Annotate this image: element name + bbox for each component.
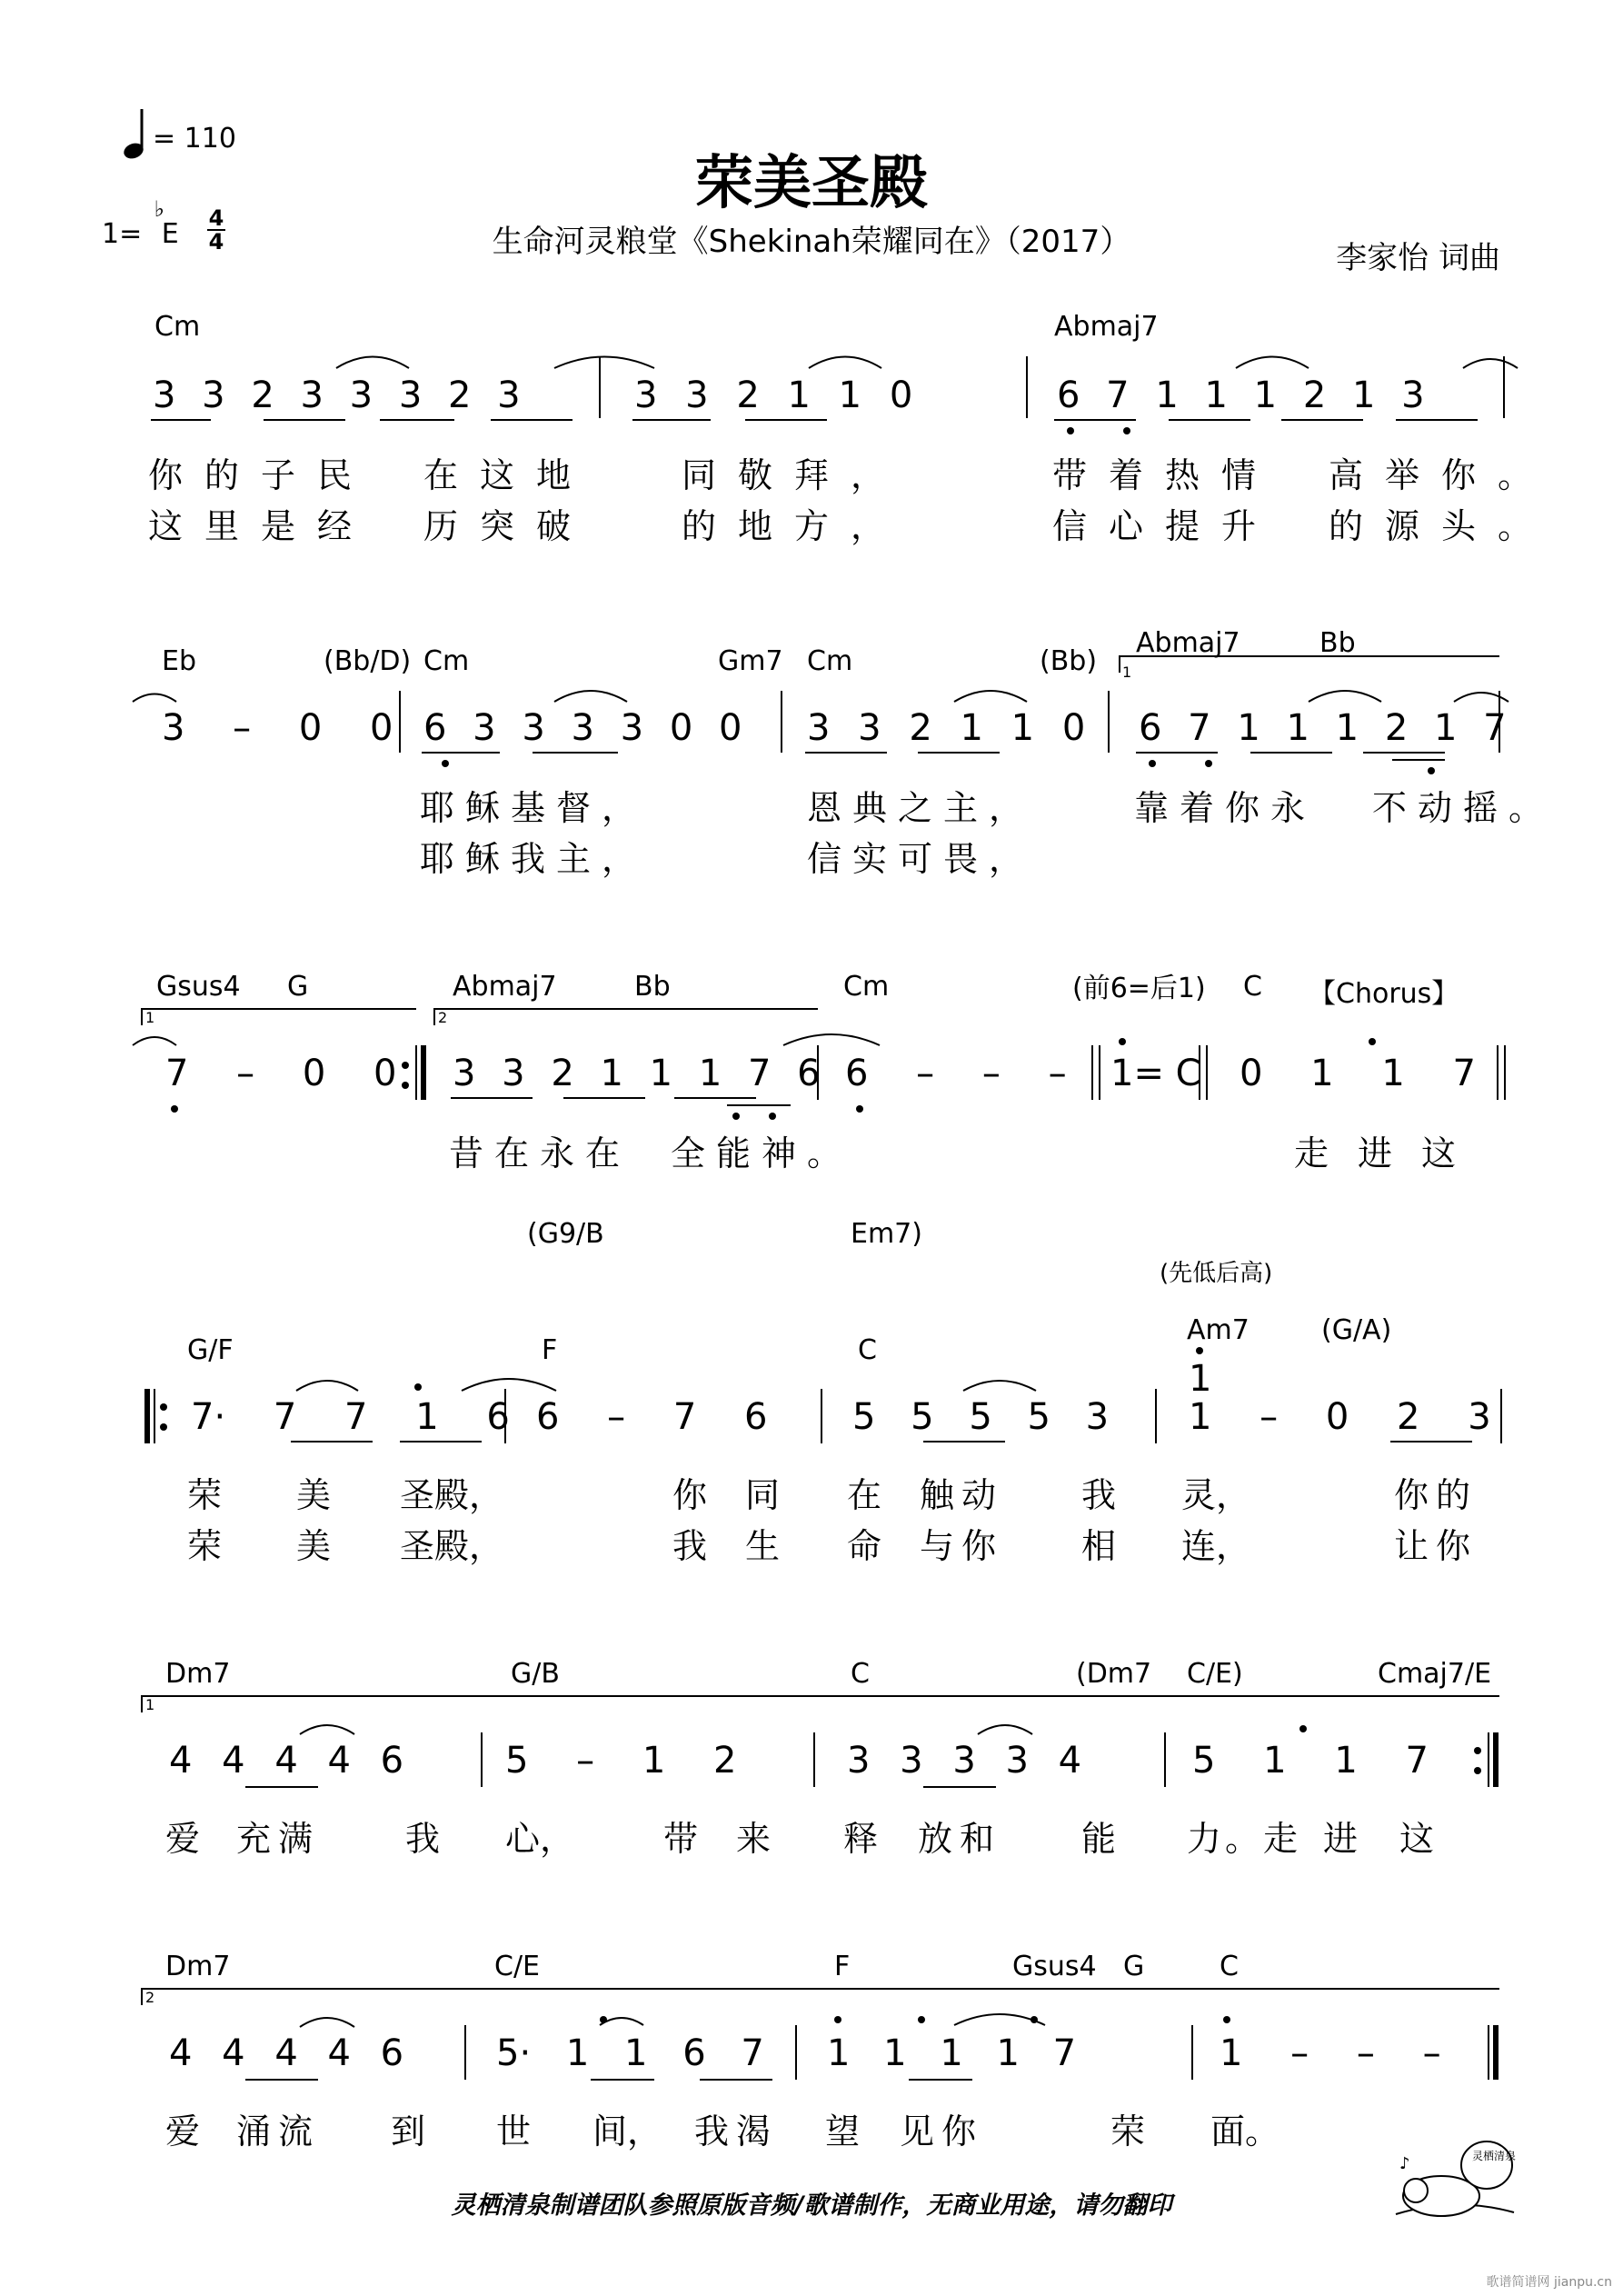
lyric: 见你 bbox=[900, 2111, 984, 2151]
lyric: 荣 bbox=[187, 1526, 223, 1566]
lyric: 信实可畏， bbox=[807, 839, 1035, 879]
time-bottom: 4 bbox=[208, 229, 224, 255]
lyric: 同 bbox=[745, 1475, 781, 1515]
lyric: 让你 bbox=[1394, 1526, 1479, 1566]
lyric: 恩典之主， bbox=[807, 788, 1035, 828]
measure-notes: 0 1 1 7 bbox=[1240, 1053, 1476, 1094]
lyric: 触动 bbox=[920, 1475, 1004, 1515]
chord: Gm7 bbox=[718, 645, 783, 677]
lyric: 我 bbox=[405, 1819, 441, 1859]
chord: Bb bbox=[634, 971, 671, 1003]
lyric: 带 bbox=[663, 1819, 699, 1859]
lyric: 这里是经 bbox=[148, 506, 374, 546]
lyric: 生 bbox=[745, 1526, 781, 1566]
svg-text:♪: ♪ bbox=[1399, 2154, 1410, 2173]
logo-text: 灵栖清泉 bbox=[1472, 2150, 1517, 2162]
lyric: 昔在永在 bbox=[449, 1133, 632, 1173]
lyric: 涌流 bbox=[236, 2111, 321, 2151]
measure-notes: 6 7 1 1 1 2 1 3 bbox=[1057, 374, 1425, 416]
lyric: 圣殿， bbox=[400, 1526, 504, 1566]
lyric: 高举你。 bbox=[1329, 455, 1555, 495]
measure-notes: 1 – 0 2 3 bbox=[1189, 1396, 1491, 1438]
measure-notes: 3 3 2 3 3 3 2 3 bbox=[153, 374, 521, 416]
measure-notes: 1 – – – bbox=[1220, 2032, 1441, 2074]
lyric: 望 bbox=[825, 2111, 861, 2151]
flat-sign: ♭ bbox=[154, 196, 165, 222]
volta-number: 1 bbox=[145, 1696, 155, 1713]
chord: Cm bbox=[423, 645, 470, 677]
lyric: 面。 bbox=[1210, 2111, 1280, 2151]
lyric: 世 bbox=[496, 2111, 532, 2151]
lyric: 放和 bbox=[918, 1819, 1002, 1859]
chord: F bbox=[542, 1334, 558, 1366]
song-source: 生命河灵粮堂《Shekinah荣耀同在》（2017） bbox=[492, 224, 1131, 260]
chord: Bb bbox=[1319, 627, 1356, 659]
lyric: 靠着你永 bbox=[1134, 788, 1317, 828]
measure-notes: 7 – 0 0 bbox=[165, 1053, 397, 1094]
chord: Eb bbox=[162, 645, 196, 677]
lyric: 连， bbox=[1181, 1526, 1251, 1566]
measure-notes: 6 – 7 6 bbox=[536, 1396, 768, 1438]
chord: G/B bbox=[511, 1658, 560, 1690]
lyric: 来 bbox=[736, 1819, 772, 1859]
lyric: 心， bbox=[505, 1819, 575, 1859]
lyric: 到 bbox=[391, 2111, 426, 2151]
chord: Abmaj7 bbox=[1054, 311, 1159, 343]
lyric: 释 bbox=[843, 1819, 879, 1859]
measure-notes: 3 3 3 3 4 bbox=[847, 1740, 1082, 1782]
lyric: 灵， bbox=[1181, 1475, 1251, 1515]
key-change: 1= C bbox=[1110, 1053, 1201, 1094]
lyric: 耶稣我主， bbox=[420, 839, 648, 879]
time-top: 4 bbox=[208, 205, 224, 231]
lyric: 历突破 bbox=[423, 506, 593, 546]
chord: Cm bbox=[807, 645, 853, 677]
lyric: 我 bbox=[672, 1526, 708, 1566]
chord: (Bb/D) bbox=[324, 645, 412, 677]
site-watermark: 歌谱简谱网 jianpu.cn bbox=[1486, 2275, 1612, 2290]
lyric: 我 bbox=[1081, 1475, 1117, 1515]
chord: Abmaj7 bbox=[453, 971, 557, 1003]
chord: Cm bbox=[154, 311, 201, 343]
measure-notes: 3 3 2 1 1 1 7 6 bbox=[453, 1053, 821, 1094]
lyric: 同敬拜， bbox=[682, 455, 908, 495]
chord: G/F bbox=[187, 1334, 234, 1366]
volta-number: 2 bbox=[145, 1989, 155, 2006]
measure-notes: 7· 7 7 1 6 bbox=[191, 1396, 510, 1438]
chord: G bbox=[287, 971, 309, 1003]
chord: Am7 bbox=[1187, 1314, 1250, 1346]
lyric: 进 bbox=[1323, 1819, 1359, 1859]
modulation-note: (前6=后1) bbox=[1072, 973, 1206, 1004]
lyric: 在 bbox=[847, 1475, 882, 1515]
chord: (G/A) bbox=[1321, 1314, 1392, 1346]
lyric: 我渴 bbox=[694, 2111, 779, 2151]
chord: C bbox=[1220, 1951, 1239, 1982]
stacked-note: 1 bbox=[1189, 1358, 1212, 1400]
lyric: 相 bbox=[1081, 1526, 1117, 1566]
lyric: 能 bbox=[1081, 1819, 1117, 1859]
lyric: 命 bbox=[847, 1526, 882, 1566]
sheep-logo-icon bbox=[1387, 2132, 1523, 2236]
chord: C bbox=[851, 1658, 870, 1690]
chord: G bbox=[1123, 1951, 1145, 1982]
chord: (Dm7 bbox=[1076, 1658, 1152, 1690]
chord: Em7) bbox=[851, 1218, 922, 1250]
measure-notes: 3 3 2 1 1 0 bbox=[634, 374, 913, 416]
key-letter: E bbox=[161, 218, 179, 250]
measure-notes: 5 – 1 2 bbox=[505, 1740, 737, 1782]
measure-notes: 6 7 1 1 1 2 1 7 bbox=[1139, 707, 1507, 749]
chord: C bbox=[1243, 971, 1262, 1003]
chord: C/E) bbox=[1187, 1658, 1243, 1690]
composer-credit: 李家怡 词曲 bbox=[1336, 240, 1500, 276]
measure-notes: 4 4 4 4 6 bbox=[169, 2032, 404, 2074]
lyric: 你 bbox=[672, 1475, 708, 1515]
lyric: 与你 bbox=[920, 1526, 1004, 1566]
measure-notes: 5 5 5 5 3 bbox=[852, 1396, 1110, 1438]
lyric: 信心提升 bbox=[1052, 506, 1279, 546]
lyric: 荣 bbox=[1110, 2111, 1146, 2151]
lyric: 的地方， bbox=[682, 506, 908, 546]
measure-notes: 5· 1 1 6 7 bbox=[496, 2032, 764, 2074]
volta-number: 1 bbox=[145, 1009, 155, 1026]
lyric: 你的子民 bbox=[148, 455, 374, 495]
measure-notes: 3 3 2 1 1 0 bbox=[807, 707, 1086, 749]
chord: C/E bbox=[494, 1951, 541, 1982]
copyright-footer: 灵栖清泉制谱团队参照原版音频/歌谱制作，无商业用途，请勿翻印 bbox=[451, 2191, 1172, 2220]
lyric: 带着热情 bbox=[1052, 455, 1279, 495]
lyric: 充满 bbox=[236, 1819, 321, 1859]
lyric: 美 bbox=[296, 1526, 332, 1566]
chord: Gsus4 bbox=[156, 971, 241, 1003]
chord: (Bb) bbox=[1040, 645, 1098, 677]
lyric: 这 bbox=[1399, 1819, 1435, 1859]
volta-number: 1 bbox=[1122, 664, 1132, 681]
lyric: 走进这 bbox=[1294, 1133, 1486, 1173]
lyric: 的源头。 bbox=[1329, 506, 1555, 546]
chord: Cm bbox=[843, 971, 890, 1003]
lyric: 圣殿， bbox=[400, 1475, 504, 1515]
chord: C bbox=[858, 1334, 877, 1366]
lyric: 不动摇。 bbox=[1372, 788, 1555, 828]
chord: Cmaj7/E bbox=[1378, 1658, 1492, 1690]
lyric: 你的 bbox=[1394, 1475, 1479, 1515]
chord: Abmaj7 bbox=[1136, 627, 1240, 659]
measure-notes: 6 – – – bbox=[845, 1053, 1067, 1094]
tempo-marking: = 110 bbox=[153, 123, 236, 155]
section-marker: 【Chorus】 bbox=[1309, 978, 1459, 1010]
lyric: 爱 bbox=[165, 1819, 201, 1859]
volta-number: 2 bbox=[438, 1009, 448, 1026]
lyric: 全能神。 bbox=[671, 1133, 853, 1173]
chord: Dm7 bbox=[165, 1658, 231, 1690]
lyric: 爱 bbox=[165, 2111, 201, 2151]
lyric: 耶稣基督， bbox=[420, 788, 648, 828]
chord: Gsus4 bbox=[1012, 1951, 1097, 1982]
performance-note: (先低后高) bbox=[1160, 1260, 1273, 1287]
measure-notes: 4 4 4 4 6 bbox=[169, 1740, 404, 1782]
measure-notes: 6 3 3 3 3 0 0 bbox=[423, 707, 742, 749]
measure-notes: 5 1 1 7 bbox=[1192, 1740, 1429, 1782]
lyric: 间， bbox=[592, 2111, 662, 2151]
measure-notes: 3 – 0 0 bbox=[162, 707, 393, 749]
lyric: 荣 bbox=[187, 1475, 223, 1515]
chord: Dm7 bbox=[165, 1951, 231, 1982]
song-title: 荣美圣殿 bbox=[695, 150, 928, 217]
lyric: 力。走 bbox=[1187, 1819, 1302, 1859]
lyric: 在这地 bbox=[423, 455, 593, 495]
chord: (G9/B bbox=[527, 1218, 604, 1250]
key-prefix: 1= bbox=[102, 218, 143, 250]
chord: F bbox=[834, 1951, 851, 1982]
lyric: 美 bbox=[296, 1475, 332, 1515]
measure-notes: 1 1 1 1 7 bbox=[827, 2032, 1077, 2074]
